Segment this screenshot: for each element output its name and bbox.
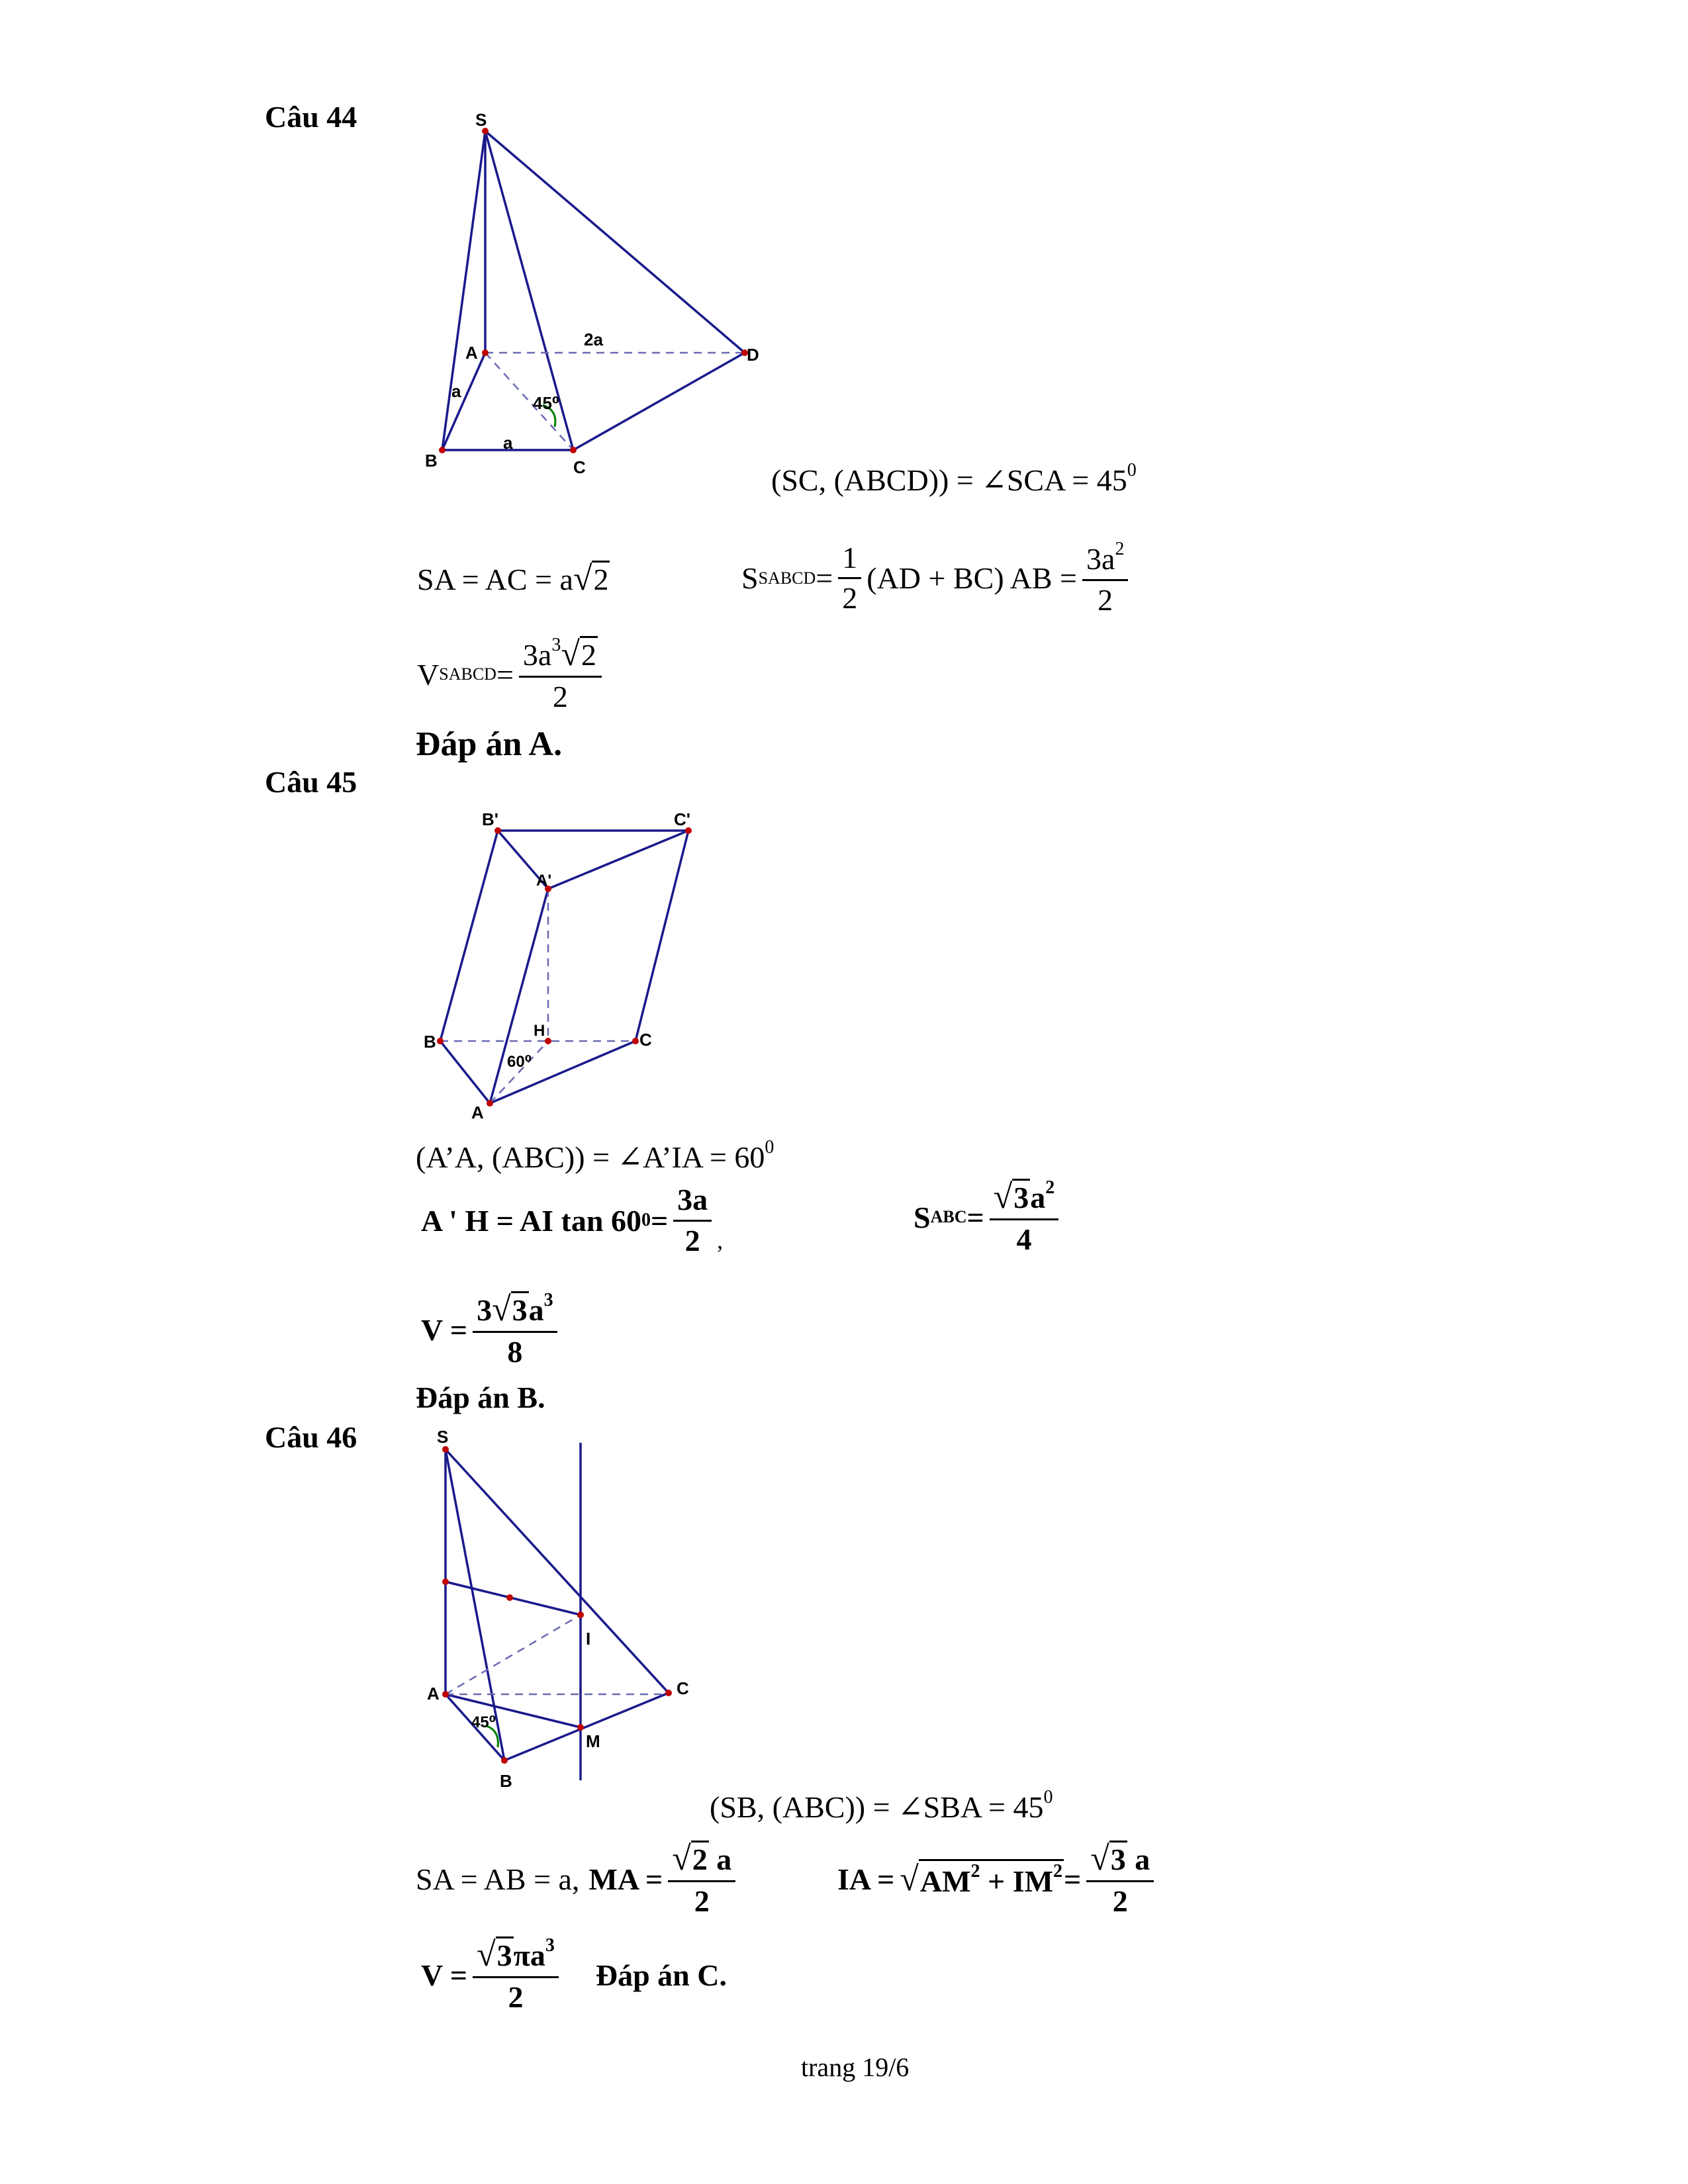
q46-ma-num-text: a xyxy=(708,1843,732,1876)
q46-ma-lhs: MA = xyxy=(588,1862,663,1896)
q44-eq-angle-text: (SC, (ABCD)) = ∠SCA = 45 xyxy=(771,463,1127,497)
q46-ma-num-rad: 2 xyxy=(691,1841,709,1876)
q46-ia-rad-a-sup: 2 xyxy=(970,1861,980,1882)
label-S: S xyxy=(437,1427,449,1447)
label-C: C xyxy=(677,1678,689,1698)
point-B xyxy=(501,1757,508,1764)
figure-q44-pyramid xyxy=(425,110,759,477)
q46-vol-num-rad: 3 xyxy=(496,1936,514,1972)
q45-ah-num: 3a xyxy=(673,1183,712,1222)
label-H: H xyxy=(534,1022,545,1040)
point-C xyxy=(632,1038,639,1044)
label-len-a2: a xyxy=(503,433,513,453)
label-angle-60: 60⁰ xyxy=(507,1053,532,1071)
q46-eq-sa: SA = AB = a, xyxy=(416,1862,580,1896)
q44-area-num-sup: 2 xyxy=(1115,539,1125,559)
q46-ia-lhs: IA = xyxy=(837,1862,895,1896)
sqrt-icon: √ xyxy=(900,1860,919,1898)
q44-area-den: 2 xyxy=(1098,582,1113,617)
q46-ia-radicand xyxy=(919,1859,1064,1899)
q46-vol-den: 2 xyxy=(508,1980,524,2015)
label-len-a1: a xyxy=(451,381,461,401)
segment-AI-hidden xyxy=(445,1615,581,1694)
q45-area-num xyxy=(990,1178,1059,1220)
q44-vol-num-rad: 2 xyxy=(580,636,598,672)
label-angle-45: 45⁰ xyxy=(533,393,560,413)
q45-v-lhs: V = xyxy=(421,1312,468,1347)
q45-eq-angle-sup: 0 xyxy=(765,1137,774,1158)
sqrt-icon: √ xyxy=(573,560,592,598)
q44-s-expr: (AD + BC) AB = xyxy=(867,561,1077,596)
q46-ia-num-rad: 3 xyxy=(1109,1841,1127,1876)
q46-ia-den: 2 xyxy=(1112,1884,1128,1919)
q46-frac-ma xyxy=(668,1840,735,1919)
q45-frac-volume xyxy=(473,1291,557,1369)
q44-eq-volume xyxy=(417,635,607,714)
label-M: M xyxy=(586,1731,600,1751)
q46-ia-plus: + xyxy=(980,1864,1013,1899)
q45-ah-den: 2 xyxy=(684,1223,700,1257)
q46-eq-angle-sup: 0 xyxy=(1043,1787,1053,1807)
q45-frac-area xyxy=(990,1178,1059,1257)
q46-ma-num xyxy=(668,1840,735,1882)
edge-BB1 xyxy=(440,831,498,1041)
point-C xyxy=(665,1690,672,1696)
label-A: A xyxy=(427,1684,440,1704)
label-B: B xyxy=(500,1771,512,1791)
point-H xyxy=(545,1038,551,1044)
q46-vol-num-text: πa xyxy=(513,1938,545,1972)
q44-vol-num xyxy=(519,635,602,678)
q45-ah-comma: , xyxy=(717,1227,724,1254)
question-44-label: Câu 44 xyxy=(265,100,357,134)
q45-area-num-rad: 3 xyxy=(1012,1179,1030,1214)
q44-vol-den: 2 xyxy=(552,680,568,714)
point-A xyxy=(442,1691,449,1698)
q45-s-eq: = xyxy=(966,1200,984,1234)
sqrt-icon: √ xyxy=(561,635,580,673)
page-footer: trang 19/6 xyxy=(801,2052,910,2082)
point-A xyxy=(482,349,489,356)
q45-vol-num-text: a xyxy=(528,1293,544,1327)
q46-ia-rad-b-sup: 2 xyxy=(1053,1861,1063,1882)
q45-area-num-sup: 2 xyxy=(1045,1177,1055,1198)
edge-AC xyxy=(490,1041,635,1103)
figure-q46-pyramid xyxy=(427,1427,689,1791)
q45-s-sub: ABC xyxy=(930,1207,967,1227)
label-A1: A' xyxy=(536,872,552,889)
q45-ah-sup: 0 xyxy=(641,1210,651,1231)
q44-half-den: 2 xyxy=(842,581,858,615)
edge-AB xyxy=(440,1041,490,1103)
q44-area-num-text: 3a xyxy=(1086,542,1115,576)
q46-ia-num xyxy=(1086,1840,1154,1882)
label-B: B xyxy=(425,451,438,471)
sqrt-icon: √ xyxy=(477,1936,496,1974)
q44-s-sym: S xyxy=(741,561,759,596)
q46-answer: Đáp án C. xyxy=(595,1958,727,1992)
q46-v-lhs: V = xyxy=(421,1958,468,1992)
sqrt-icon: √ xyxy=(672,1840,691,1878)
q46-eq-volume xyxy=(421,1936,727,2015)
point-mid-SA xyxy=(442,1578,449,1585)
q46-vol-num-sup: 3 xyxy=(545,1935,555,1956)
label-C1: C' xyxy=(674,809,690,829)
edge-CD xyxy=(573,353,745,450)
label-A: A xyxy=(471,1103,484,1122)
edge-SC xyxy=(485,131,573,450)
q45-vol-num-rad: 3 xyxy=(511,1291,529,1327)
q45-vol-den: 8 xyxy=(507,1335,523,1369)
label-len-2a: 2a xyxy=(584,330,603,349)
label-C: C xyxy=(639,1030,652,1050)
q45-vol-num xyxy=(473,1291,557,1333)
label-S: S xyxy=(475,110,487,130)
point-A xyxy=(487,1100,493,1107)
q44-frac-area xyxy=(1082,539,1128,617)
label-C: C xyxy=(573,457,586,477)
q44-s-sub: SABCD xyxy=(758,568,816,588)
q46-ia-rad-b: IM xyxy=(1012,1864,1054,1899)
label-B1: B' xyxy=(482,809,498,829)
q44-answer: Đáp án A. xyxy=(416,725,563,763)
q44-area-num xyxy=(1082,539,1128,581)
point-C xyxy=(570,447,577,453)
q44-v-eq: = xyxy=(496,657,514,692)
q46-eq-angle-text: (SB, (ABC)) = ∠SBA = 45 xyxy=(710,1790,1044,1824)
edge-A1C1 xyxy=(548,831,688,889)
q46-ia-eq: = xyxy=(1064,1862,1082,1896)
point-M xyxy=(577,1724,584,1731)
label-A: A xyxy=(465,343,478,363)
q45-eq-angle xyxy=(416,1137,774,1175)
question-46-label: Câu 46 xyxy=(265,1420,357,1454)
q46-ia-rad-a: AM xyxy=(919,1864,971,1899)
q44-eq-sa-rad: 2 xyxy=(592,561,610,596)
q44-vol-num-text: 3a xyxy=(522,638,552,672)
segment-AM xyxy=(445,1694,581,1727)
question-45-label: Câu 45 xyxy=(265,765,357,799)
q44-v-sub: SABCD xyxy=(439,664,496,684)
q46-ma-den: 2 xyxy=(694,1884,710,1919)
point-mid-SB xyxy=(506,1594,513,1601)
sqrt-icon: √ xyxy=(993,1178,1013,1216)
q45-eq-height xyxy=(421,1183,723,1257)
q45-eq-angle-text: (A’A, (ABC)) = ∠A’IA = 60 xyxy=(416,1140,765,1174)
q44-eq-sa xyxy=(417,559,610,598)
q44-eq-angle xyxy=(771,460,1137,498)
q44-frac-volume xyxy=(519,635,602,714)
q45-vol-num-sup: 3 xyxy=(543,1290,553,1310)
label-angle-45: 45⁰ xyxy=(471,1713,496,1731)
q46-vol-num xyxy=(473,1936,559,1978)
q44-v-sym: V xyxy=(417,657,440,692)
q45-ah-eq: = xyxy=(650,1203,669,1238)
edge-SC xyxy=(445,1449,669,1693)
q45-eq-area xyxy=(914,1178,1064,1257)
q45-area-den: 4 xyxy=(1016,1222,1032,1257)
q45-vol-num-pre: 3 xyxy=(477,1293,492,1327)
label-I: I xyxy=(586,1629,591,1649)
q45-eq-volume xyxy=(421,1291,563,1369)
label-D: D xyxy=(747,345,759,365)
segment-mid-I xyxy=(445,1582,581,1615)
q44-frac-half xyxy=(838,541,861,615)
q45-area-num-text: a xyxy=(1030,1181,1046,1214)
edge-CC1 xyxy=(635,831,688,1041)
sqrt-icon: √ xyxy=(492,1291,511,1328)
q45-answer: Đáp án B. xyxy=(416,1381,545,1414)
q45-ah-lhs: A ' H = AI tan 60 xyxy=(421,1203,641,1238)
q44-eq-sa-text: SA = AC = a xyxy=(417,563,573,596)
q44-eq-area xyxy=(741,539,1133,617)
q44-s-eq: = xyxy=(816,561,833,596)
q44-half-num: 1 xyxy=(838,541,861,580)
q46-eq-ma xyxy=(416,1840,741,1919)
sqrt-icon: √ xyxy=(1090,1840,1109,1878)
q44-vol-num-sup: 3 xyxy=(551,635,561,655)
point-B xyxy=(439,447,445,453)
q46-frac-ia xyxy=(1086,1840,1154,1919)
point-S xyxy=(442,1446,449,1453)
point-B xyxy=(437,1038,444,1044)
q46-frac-volume xyxy=(473,1936,559,2015)
q44-eq-angle-sup: 0 xyxy=(1127,460,1137,480)
figure-q45-prism xyxy=(424,809,692,1122)
label-B: B xyxy=(424,1032,436,1052)
q45-s-sym: S xyxy=(914,1200,931,1234)
edge-SD xyxy=(485,131,745,353)
q46-eq-ia xyxy=(837,1840,1159,1919)
q45-frac-height xyxy=(673,1183,712,1257)
point-I xyxy=(577,1612,584,1618)
q46-eq-angle xyxy=(710,1787,1053,1825)
q46-ia-num-text: a xyxy=(1127,1843,1150,1876)
